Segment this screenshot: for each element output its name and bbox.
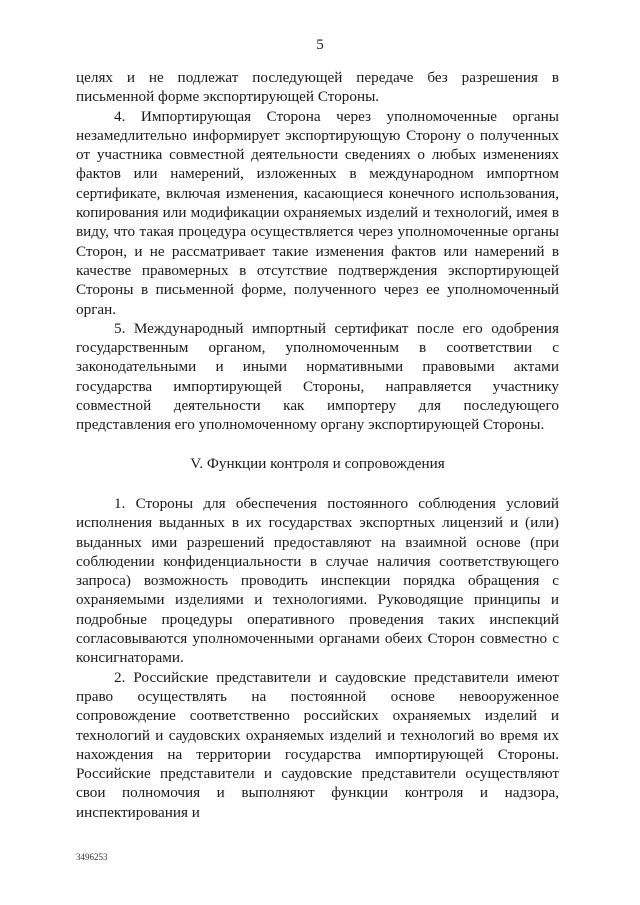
paragraph-item-4: 4. Импортирующая Сторона через уполномоченные органы незамедлительно информирует экспортирующую Сторону о полученных от участника совместной деятельности сведениях о любых изменениях фактов или намерений, изложенных в международном импортном сертификате, включая изменения, касающиеся конечного использования, копирования или модификации охраняемых изделий и технологий, имея в виду, что такая процедура осуществляется через уполномоченные органы Сторон, и не рассматривает такие изменения фактов или намерений в качестве правомерных в отсутствие подтверждения экспортирующей Стороны в письменной форме, полученного через ее уполномоченный орган. bbox=[76, 107, 559, 318]
paragraph-continued: целях и не подлежат последующей передаче без разрешения в письменной форме экспортирующей Стороны. bbox=[76, 69, 559, 106]
section-heading: V. Функции контроля и сопровождения bbox=[190, 454, 445, 472]
paragraph-item-5: 5. Международный импортный сертификат после его одобрения государственным органом, уполномоченным в соответствии с законодательными и иными нормативными правовыми актами государства импортирующей Стороны, направляется участнику совместной деятельности как импортеру для последующего представления его уполномоченному органу экспортирующей Стороны. bbox=[76, 319, 559, 434]
paragraph-section-item-1: 1. Стороны для обеспечения постоянного соблюдения условий исполнения выданных в их государствах экспортных лицензий и (или) выданных ими разрешений предоставляют на взаимной основе (при соблюдении конфиденциальности в случае наличия соответствующего запроса) возможность проводить инспекции порядка обращения с охраняемыми изделиями и технологиями. Руководящие принципы и подробные процедуры оперативного проведения таких инспекций согласовываются уполномоченными органами обеих Сторон совместно с консигнаторами. bbox=[76, 494, 559, 667]
page-number: 5 bbox=[316, 37, 324, 53]
document-code: 3496253 bbox=[76, 852, 108, 862]
document-body bbox=[76, 68, 559, 822]
paragraph-section-item-2: 2. Российские представители и саудовские представители имеют право осуществлять на постоянной основе невооруженное сопровождение соответственно российских охраняемых изделий и технологий и саудовских охраняемых изделий и технологий во время их нахождения на территории государства импортирующей Стороны. Российские представители и саудовские представители осуществляют свои полномочия и выполняют функции контроля и надзора, инспектирования и bbox=[76, 668, 559, 821]
